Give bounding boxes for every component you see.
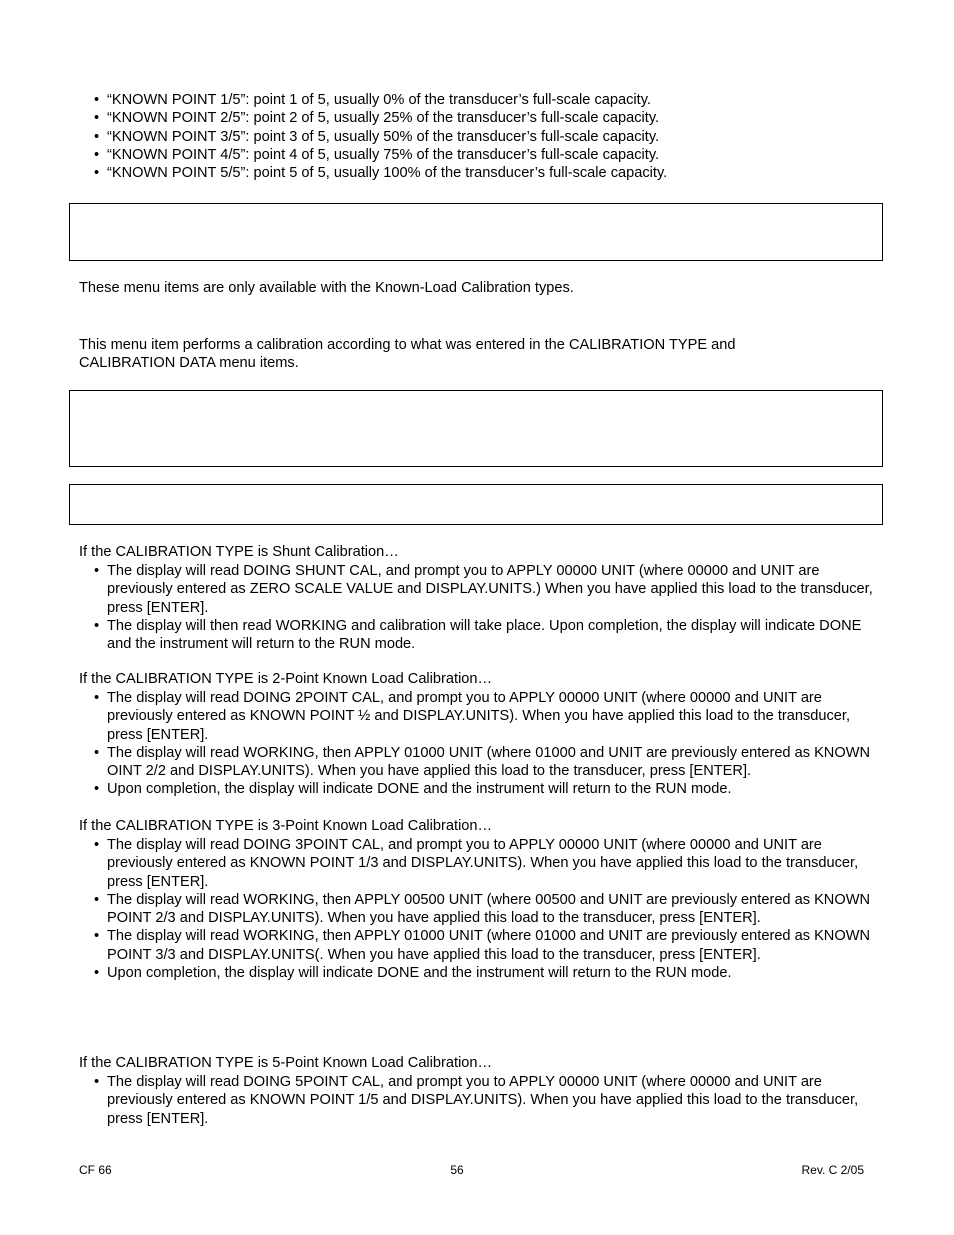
two-point-heading: If the CALIBRATION TYPE is 2-Point Known Load Calibration… <box>79 671 493 687</box>
list-item: • The display will read WORKING, then APPLY 01000 UNIT (where 01000 and UNIT are previously entered as KNOWN OINT 2/2 and DISPLAY.UNITS). When you have applied this load to the transducer, press [ENTER]. <box>107 744 879 781</box>
list-item: • Upon completion, the display will indicate DONE and the instrument will return to the RUN mode. <box>107 964 879 982</box>
footer-page-number: 56 <box>450 1163 464 1177</box>
section-heading-box <box>69 390 883 467</box>
list-item: • The display will read DOING 3POINT CAL, and prompt you to APPLY 00000 UNIT (where 00000 and UNIT are previously entered as KNOWN POINT 1/3 and DISPLAY.UNITS). When you have applied this load to the transducer, press [ENTER]. <box>107 836 879 891</box>
list-item: • The display will read DOING 2POINT CAL, and prompt you to APPLY 00000 UNIT (where 00000 and UNIT are previously entered as KNOWN POINT ½ and DISPLAY.UNITS). When you have applied this load to the transducer, press [ENTER]. <box>107 689 879 744</box>
two-point-steps <box>107 689 879 799</box>
footer-revision: Rev. C 2/05 <box>801 1163 864 1177</box>
list-item: • The display will read WORKING, then APPLY 00500 UNIT (where 00500 and UNIT are previously entered as KNOWN POINT 2/3 and DISPLAY.UNITS). When you have applied this load to the transducer, press [ENTER]. <box>107 891 879 928</box>
known-load-note: These menu items are only available with the Known-Load Calibration types. <box>79 280 574 296</box>
list-item: • The display will read DOING 5POINT CAL, and prompt you to APPLY 00000 UNIT (where 00000 and UNIT are previously entered as KNOWN POINT 1/5 and DISPLAY.UNITS). When you have applied this load to the transducer, press [ENTER]. <box>107 1073 879 1128</box>
footer-document-id: CF 66 <box>79 1163 112 1177</box>
list-item: • The display will read WORKING, then APPLY 01000 UNIT (where 01000 and UNIT are previously entered as KNOWN POINT 3/3 and DISPLAY.UNITS(. When you have applied this load to the transducer, press [ENTER]. <box>107 927 879 964</box>
list-item: • “KNOWN POINT 3/5”: point 3 of 5, usually 50% of the transducer’s full-scale capacity. <box>107 128 887 146</box>
five-point-heading: If the CALIBRATION TYPE is 5-Point Known Load Calibration… <box>79 1055 493 1071</box>
five-point-steps <box>107 1073 879 1128</box>
list-item: • The display will then read WORKING and calibration will take place. Upon completion, the display will indicate DONE and the instrument will return to the RUN mode. <box>107 617 879 654</box>
three-point-steps <box>107 836 879 982</box>
list-item: • “KNOWN POINT 5/5”: point 5 of 5, usually 100% of the transducer’s full-scale capacity. <box>107 164 887 182</box>
three-point-heading: If the CALIBRATION TYPE is 3-Point Known Load Calibration… <box>79 818 493 834</box>
shunt-steps <box>107 562 879 653</box>
list-item: • “KNOWN POINT 2/5”: point 2 of 5, usually 25% of the transducer’s full-scale capacity. <box>107 109 887 127</box>
list-item: • The display will read DOING SHUNT CAL, and prompt you to APPLY 00000 UNIT (where 00000 and UNIT are previously entered as ZERO SCALE VALUE and DISPLAY.UNITS.) When you have applied this load to the transducer, press [ENTER]. <box>107 562 879 617</box>
section-heading-box <box>69 203 883 261</box>
shunt-heading: If the CALIBRATION TYPE is Shunt Calibration… <box>79 544 399 560</box>
list-item: • “KNOWN POINT 1/5”: point 1 of 5, usually 0% of the transducer’s full-scale capacity. <box>107 91 887 109</box>
list-item: • “KNOWN POINT 4/5”: point 4 of 5, usually 75% of the transducer’s full-scale capacity. <box>107 146 887 164</box>
list-item: • Upon completion, the display will indicate DONE and the instrument will return to the RUN mode. <box>107 780 879 798</box>
known-point-list <box>107 91 887 182</box>
perform-calibration-intro: This menu item performs a calibration according to what was entered in the CALIBRATION TYPE and CALIBRATION DATA menu items. <box>79 337 736 372</box>
section-heading-box <box>69 484 883 525</box>
